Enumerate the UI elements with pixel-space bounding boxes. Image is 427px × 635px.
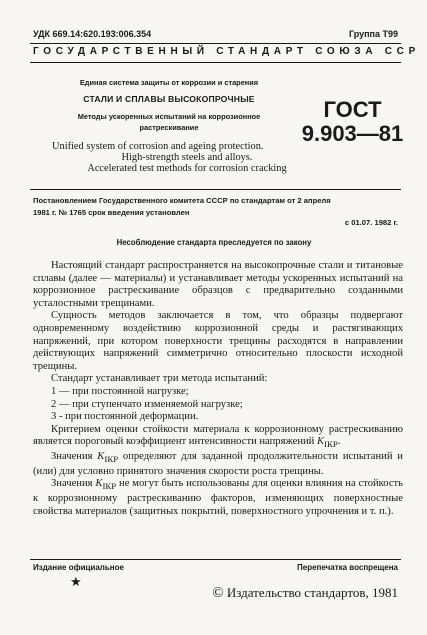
paragraph-criterion — [33, 424, 403, 451]
heading-rule — [30, 62, 401, 63]
criterion-end: . — [337, 436, 341, 448]
series-title: Единая система защиты от коррозии и старения — [79, 78, 259, 87]
footer-rule — [30, 559, 401, 560]
decree-text — [33, 195, 395, 219]
english-title — [52, 141, 322, 174]
standard-subject: СТАЛИ И СПЛАВЫ ВЫСОКОПРОЧНЫЕ — [83, 94, 255, 104]
k-symbol: K — [95, 478, 103, 490]
k-subscript: IКР — [104, 454, 119, 465]
english-line-2: High-strength steels and alloys. — [121, 152, 253, 163]
limits-start: Значения — [51, 478, 93, 490]
methods-line-1: Методы ускоренных испытаний на коррозионное — [77, 112, 261, 121]
copyright-line — [212, 585, 398, 602]
method-item-2: 2 — при ступенчато изменяемой нагрузке; — [51, 398, 243, 410]
criterion-text: Критерием оценки стойкости материала к коррозионному растрескиванию является пороговый коэффициент интенсивности напряжений — [33, 423, 403, 448]
udk-code: УДК 669.14:620.193:006.354 — [33, 29, 152, 39]
legal-warning: Несоблюдение стандарта преследуется по закону — [116, 238, 312, 247]
english-line-1: Unified system of corrosion and ageing protection. — [52, 141, 264, 152]
standard-methods — [54, 111, 284, 133]
english-line-3: Accelerated test methods for corrosion cracking — [87, 163, 287, 174]
copyright-icon: © — [212, 585, 224, 601]
star-icon: ★ — [70, 574, 82, 589]
gost-designation — [300, 98, 405, 146]
paragraph-methods-intro: Стандарт устанавливает три метода испытаний: — [51, 373, 268, 385]
paragraph-scope: Настоящий стандарт распространяется на высокопрочные стали и титановые сплавы (далее — материалы) и устанавливает методы ускоренных испытаний на коррозионное растрескивание образцов с предварительно созданными усталостными трещинами. — [33, 260, 403, 309]
reprint-prohibited-label: Перепечатка воспрещена — [297, 563, 398, 572]
gost-word: ГОСТ — [323, 97, 382, 122]
k-subscript: IКР — [324, 439, 338, 450]
method-item-3: 3 - при постоянной деформации. — [51, 411, 199, 423]
effective-date: с 01.07. 1982 г. — [344, 218, 398, 227]
title-rule — [30, 189, 401, 190]
limits-rest: не могут быть использованы для оценки влияния на стойкость к коррозионному растрескиванию факторов, изменяющих поверхностные свойства материалов (защитных покрытий, поверхностного упрочнения и т. п.). — [33, 478, 403, 517]
k-subscript: IКР — [102, 481, 117, 492]
decree-line-2: 1981 г. № 1765 срок введения установлен — [33, 208, 190, 217]
standard-body — [33, 260, 403, 518]
top-rule — [30, 43, 401, 44]
official-edition-label: Издание официальное — [33, 563, 124, 572]
publisher-text: Издательство стандартов, 1981 — [226, 585, 398, 600]
gost-number: 9.903—81 — [301, 121, 404, 146]
k-symbol: K — [97, 451, 105, 463]
paragraph-values-determine — [33, 451, 403, 478]
agency-heading: ГОСУДАРСТВЕННЫЙ СТАНДАРТ СОЮЗА ССР — [33, 46, 420, 57]
k-symbol: K — [317, 436, 325, 448]
method-item-1: 1 — при постоянной нагрузке; — [51, 385, 189, 397]
values-rest: определяют для заданной продолжительности испытаний и (или) для условно принятого значения скорости роста трещины. — [33, 451, 403, 477]
group-code: Группа Т99 — [348, 29, 398, 39]
values-start: Значения — [51, 451, 93, 463]
decree-line-1: Постановлением Государственного комитета СССР по стандартам от 2 апреля — [33, 196, 331, 205]
paragraph-values-limits — [33, 478, 403, 518]
paragraph-essence: Сущность методов заключается в том, что образцы подвергают одновременному воздействию коррозионной среды и растягивающих напряжений, при котором поверхности трещины расходятся в направлении действующих напряжений симметрично относительно плоскости исходной трещины. — [33, 310, 403, 372]
methods-line-2: растрескивание — [139, 123, 199, 132]
